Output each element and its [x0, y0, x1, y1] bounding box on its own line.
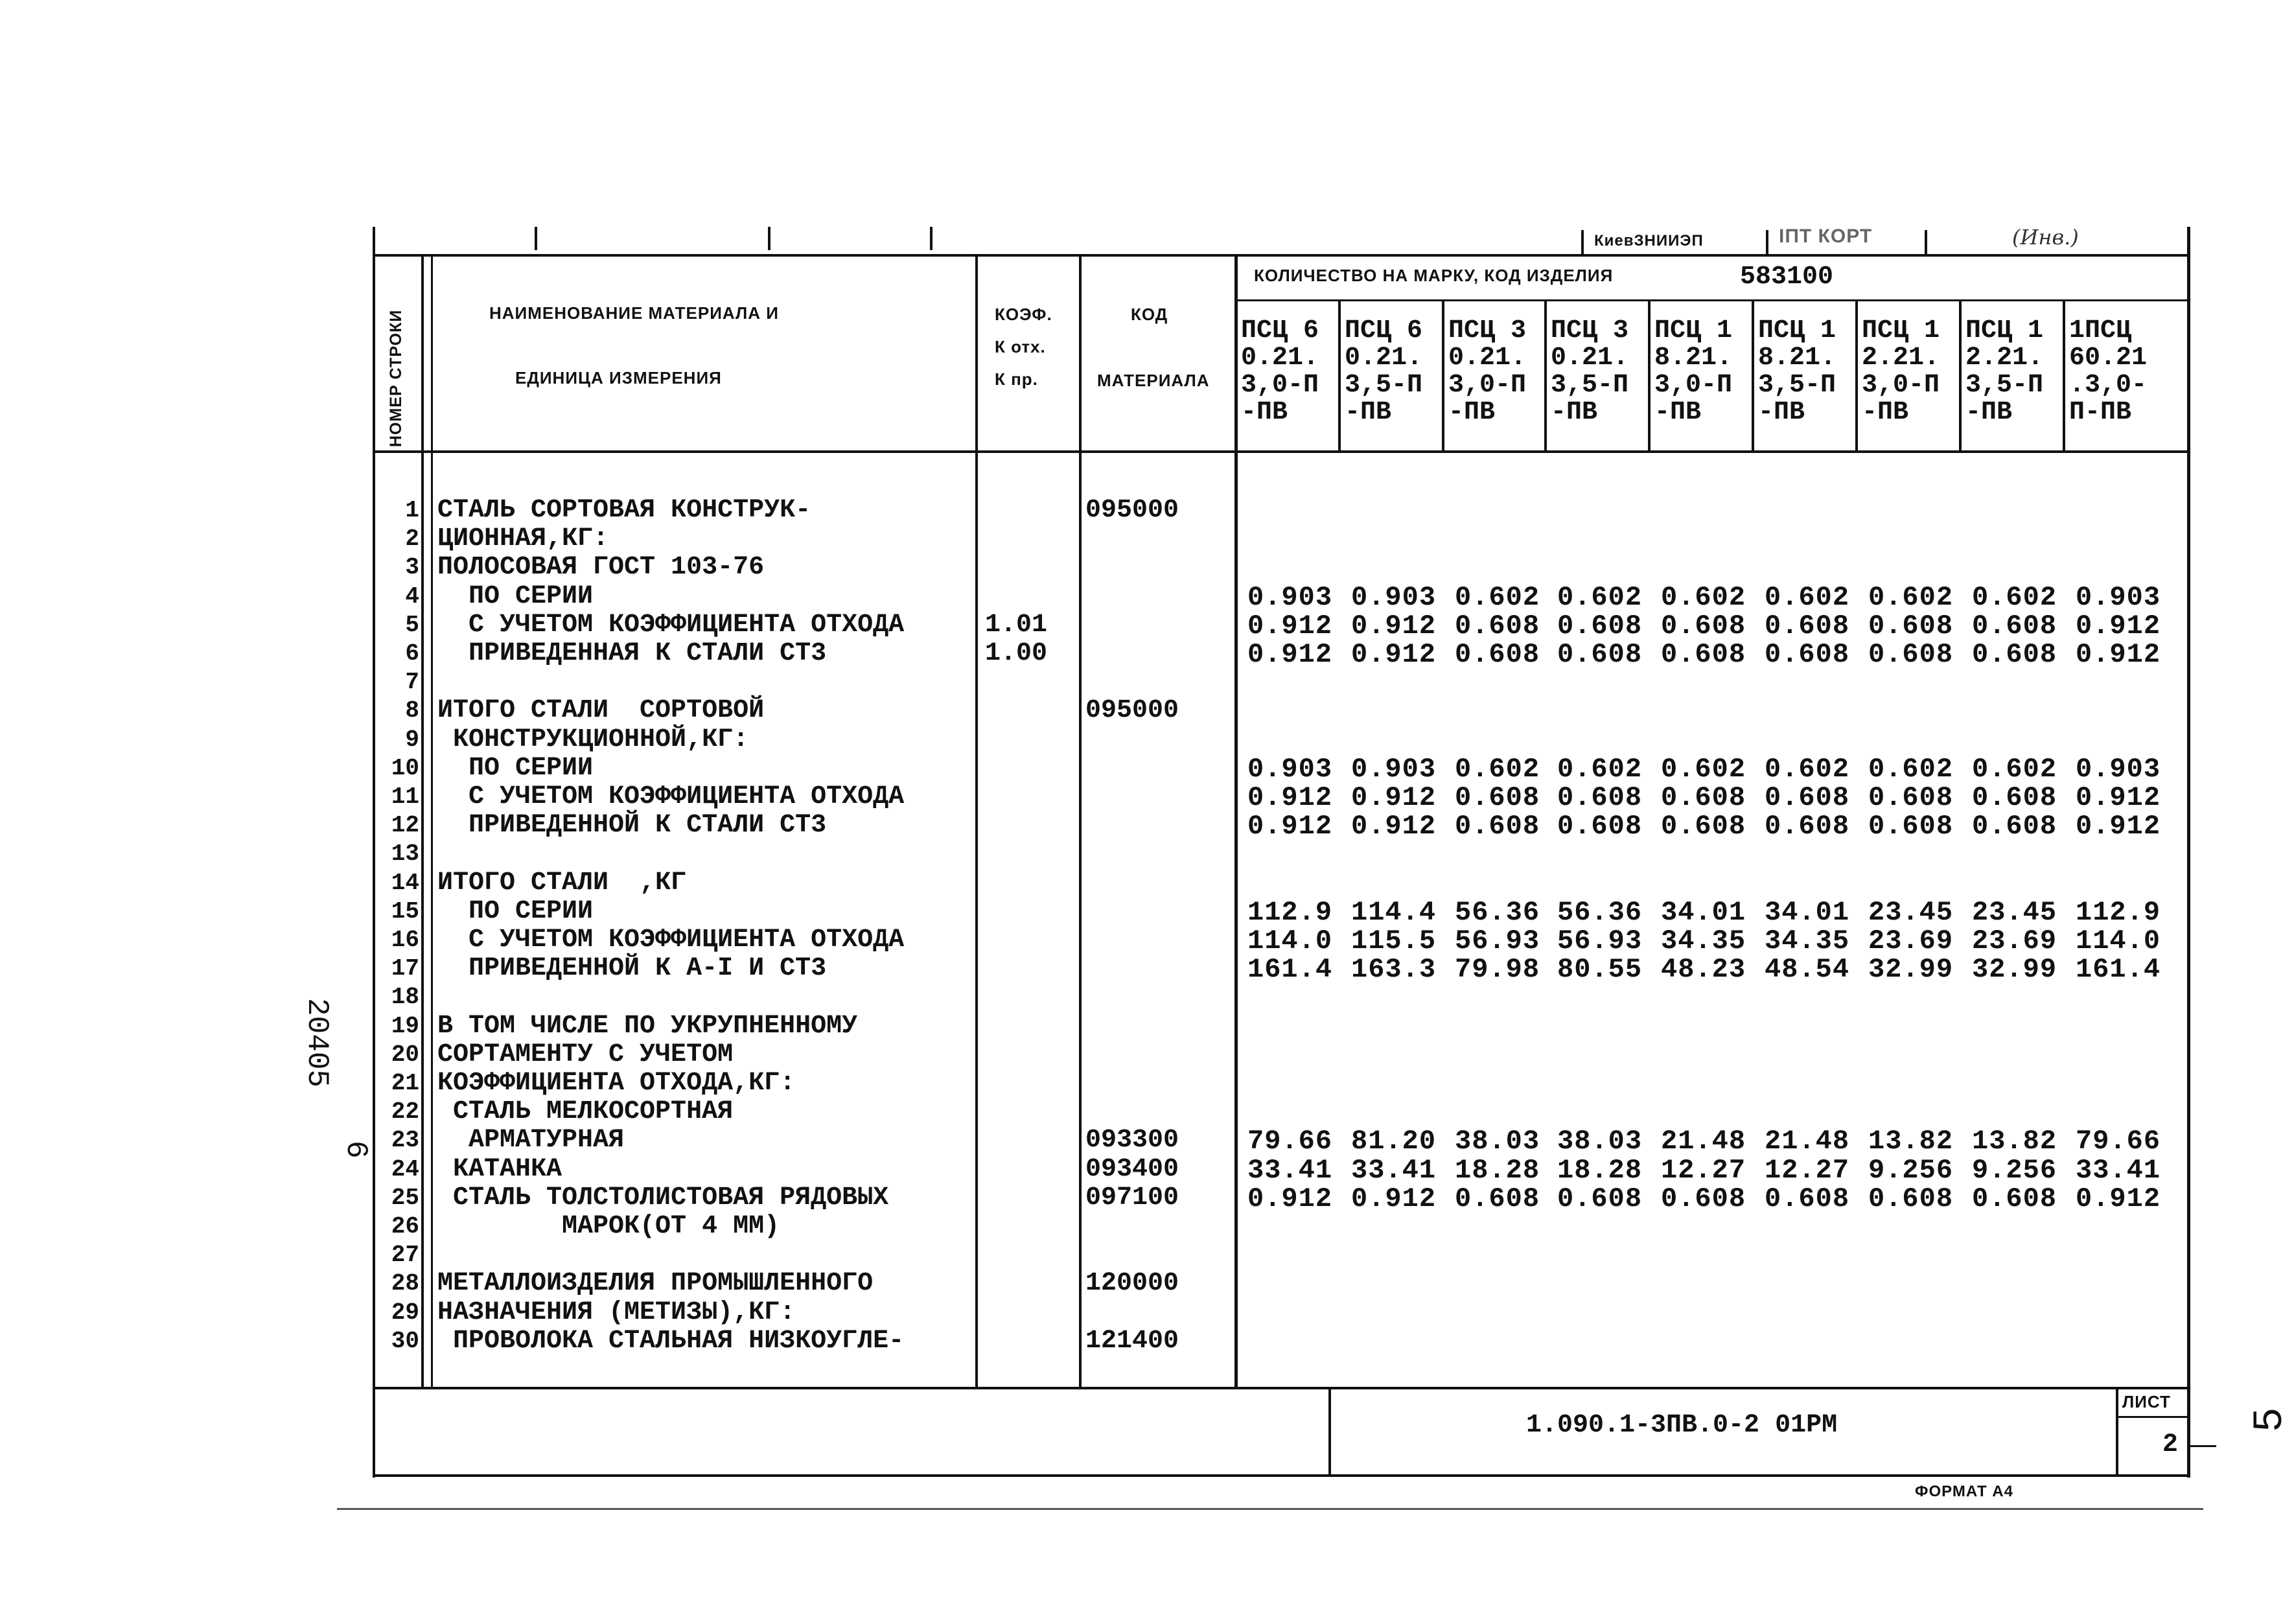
- quantity-value: 0.608: [1868, 639, 1954, 670]
- quantity-value: 112.9: [1247, 897, 1333, 928]
- material-name: В ТОМ ЧИСЛЕ ПО УКРУПНЕННОМУ: [437, 1012, 858, 1041]
- row-number: 11: [391, 783, 419, 810]
- material-name: МЕТАЛЛОИЗДЕЛИЯ ПРОМЫШЛЕННОГО: [437, 1269, 874, 1298]
- material-name: С УЧЕТОМ КОЭФФИЦИЕНТА ОТХОДА: [437, 610, 905, 640]
- quantity-value: 0.912: [1247, 639, 1333, 670]
- row-number: 21: [391, 1070, 419, 1096]
- product-header-line: -ПВ: [1241, 398, 1288, 427]
- quantity-value: 0.602: [1765, 754, 1850, 785]
- quantity-value: 0.912: [2076, 610, 2161, 642]
- quantity-value: 38.03: [1455, 1126, 1540, 1157]
- material-name: ИТОГО СТАЛИ СОРТОВОЙ: [437, 696, 765, 725]
- quantity-value: 0.602: [1661, 582, 1746, 613]
- row-number: 3: [405, 554, 419, 581]
- quantity-value: 48.23: [1661, 954, 1746, 985]
- row-number: 22: [391, 1098, 419, 1125]
- quantity-value: 0.912: [1351, 811, 1437, 842]
- quantity-value: 0.608: [1661, 1183, 1746, 1214]
- top-tick: [768, 227, 770, 250]
- quantity-value: 56.36: [1557, 897, 1643, 928]
- quantity-value: 0.912: [1351, 639, 1437, 670]
- quantity-value: 0.608: [1868, 1183, 1954, 1214]
- row-number: 13: [391, 841, 419, 867]
- product-header-line: ПСЦ 6: [1241, 316, 1319, 345]
- row-number: 10: [391, 755, 419, 782]
- product-header-line: П-ПВ: [2069, 398, 2132, 427]
- row-number: 23: [391, 1127, 419, 1154]
- header-code-line2: МАТЕРИАЛА: [1097, 371, 1210, 390]
- product-header-line: -ПВ: [1345, 398, 1392, 427]
- quantity-value: 0.903: [1351, 754, 1437, 785]
- quantity-value: 79.66: [1247, 1126, 1333, 1157]
- header-coef-line2: К отх.: [995, 337, 1046, 356]
- product-header-line: 3,0-П: [1654, 371, 1733, 400]
- footer-top-line: [373, 1387, 2190, 1389]
- quantity-value: 0.903: [1247, 582, 1333, 613]
- quantity-value: 21.48: [1765, 1126, 1850, 1157]
- quantity-value: 0.602: [1455, 582, 1540, 613]
- quantity-value: 0.602: [1765, 582, 1850, 613]
- quantity-value: 56.93: [1455, 925, 1540, 957]
- quantity-value: 32.99: [1868, 954, 1954, 985]
- quantity-value: 34.01: [1765, 897, 1850, 928]
- material-code: 095000: [1085, 496, 1179, 525]
- product-header-line: 0.21.: [1551, 343, 1629, 373]
- quantity-value: 18.28: [1455, 1155, 1540, 1186]
- quantity-value: 0.608: [1765, 639, 1850, 670]
- row-number: 16: [391, 927, 419, 953]
- header-top-line: [373, 254, 2190, 257]
- col-line-code: [1079, 254, 1082, 1388]
- quantity-value: 0.608: [1765, 782, 1850, 813]
- quantity-value: 163.3: [1351, 954, 1437, 985]
- row-number: 14: [391, 870, 419, 896]
- material-name: СТАЛЬ МЕЛКОСОРТНАЯ: [437, 1097, 734, 1126]
- quantity-value: 0.608: [1972, 639, 2057, 670]
- product-header-line: -ПВ: [1654, 398, 1702, 427]
- coefficient: 1.00: [985, 639, 1048, 668]
- frame-left-border: [373, 227, 375, 1478]
- quantity-value: 0.912: [1351, 610, 1437, 642]
- row-number: 7: [405, 669, 419, 695]
- quantity-value: 0.912: [2076, 1183, 2161, 1214]
- row-number: 8: [405, 697, 419, 724]
- quantity-value: 23.45: [1868, 897, 1954, 928]
- form-frame: [373, 225, 2190, 1500]
- quantity-value: 32.99: [1972, 954, 2057, 985]
- material-name: ЦИОННАЯ,КГ:: [437, 524, 609, 553]
- product-header-line: ПСЦ 1: [1758, 316, 1836, 345]
- row-number: 1: [405, 497, 419, 524]
- product-header-line: 3,5-П: [1345, 371, 1423, 400]
- material-code: 093300: [1085, 1126, 1179, 1155]
- material-name: ПРОВОЛОКА СТАЛЬНАЯ НИЗКОУГЛЕ-: [437, 1327, 905, 1356]
- quantity-value: 0.608: [1765, 1183, 1850, 1214]
- quantity-value: 0.608: [1557, 610, 1643, 642]
- quantity-value: 0.608: [1557, 639, 1643, 670]
- material-name: КОНСТРУКЦИОННОЙ,КГ:: [437, 725, 749, 754]
- quantity-value: 161.4: [1247, 954, 1333, 985]
- footer-divider: [1328, 1387, 1331, 1474]
- quantity-value: 0.602: [1972, 582, 2057, 613]
- quantity-value: 0.608: [1868, 782, 1954, 813]
- product-header-line: ПСЦ 3: [1448, 316, 1527, 345]
- product-header-line: 0.21.: [1241, 343, 1319, 373]
- quantity-value: 0.912: [1351, 1183, 1437, 1214]
- quantity-value: 0.608: [1455, 782, 1540, 813]
- header-row-number: НОМЕР СТРОКИ: [387, 309, 405, 447]
- product-divider: [1338, 299, 1341, 452]
- row-number: 15: [391, 898, 419, 925]
- quantity-value: 114.4: [1351, 897, 1437, 928]
- quantity-value: 0.602: [1557, 582, 1643, 613]
- material-code: 097100: [1085, 1183, 1179, 1212]
- quantity-value: 56.36: [1455, 897, 1540, 928]
- frame-bottom-border: [373, 1474, 2190, 1477]
- quantity-value: 0.608: [1455, 1183, 1540, 1214]
- quantity-value: 114.0: [1247, 925, 1333, 957]
- col-line-rownum: [421, 254, 424, 1388]
- product-divider: [1752, 299, 1754, 452]
- row-number: 24: [391, 1156, 419, 1183]
- material-name: СТАЛЬ СОРТОВАЯ КОНСТРУК-: [437, 496, 811, 525]
- material-name: МАРОК(ОТ 4 ММ): [437, 1212, 780, 1241]
- product-header-line: 60.21: [2069, 343, 2148, 373]
- row-number: 2: [405, 526, 419, 552]
- product-header-8: [1965, 318, 2043, 426]
- quantity-value: 0.608: [1868, 811, 1954, 842]
- quantity-value: 0.602: [1868, 582, 1954, 613]
- product-header-line: 8.21.: [1654, 343, 1733, 373]
- product-header-line: ПСЦ 6: [1345, 316, 1423, 345]
- quantity-value: 9.256: [1972, 1155, 2057, 1186]
- quantity-value: 0.602: [1557, 754, 1643, 785]
- product-header-line: 3,5-П: [1965, 371, 2044, 400]
- product-divider: [1855, 299, 1858, 452]
- material-name: ПО СЕРИИ: [437, 582, 594, 611]
- quantity-value: 0.602: [1972, 754, 2057, 785]
- quantity-value: 12.27: [1661, 1155, 1746, 1186]
- quantity-value: 0.903: [2076, 754, 2161, 785]
- quantity-value: 0.608: [1557, 811, 1643, 842]
- quantity-value: 23.69: [1972, 925, 2057, 957]
- quantity-value: 0.608: [1557, 782, 1643, 813]
- product-header-line: 1ПСЦ: [2069, 316, 2132, 345]
- material-name: ПРИВЕДЕННАЯ К СТАЛИ СТ3: [437, 639, 827, 668]
- material-name: С УЧЕТОМ КОЭФФИЦИЕНТА ОТХОДА: [437, 782, 905, 811]
- header-qty-label: КОЛИЧЕСТВО НА МАРКУ, КОД ИЗДЕЛИЯ: [1254, 266, 1614, 285]
- quantity-value: 21.48: [1661, 1126, 1746, 1157]
- quantity-value: 0.912: [1351, 782, 1437, 813]
- material-name: ИТОГО СТАЛИ ,КГ: [437, 868, 687, 898]
- quantity-value: 79.98: [1455, 954, 1540, 985]
- margin-number: 6: [339, 1141, 373, 1159]
- header-product-code: 583100: [1740, 262, 1834, 292]
- quantity-value: 115.5: [1351, 925, 1437, 957]
- col-line-values: [1234, 254, 1238, 1388]
- quantity-value: 0.903: [1351, 582, 1437, 613]
- product-header-line: ПСЦ 1: [1862, 316, 1940, 345]
- product-divider: [1959, 299, 1962, 452]
- quantity-value: 0.608: [1661, 782, 1746, 813]
- product-divider: [1442, 299, 1444, 452]
- product-header-line: 2.21.: [1965, 343, 2044, 373]
- material-code: 120000: [1085, 1269, 1179, 1298]
- row-number: 9: [405, 726, 419, 753]
- qty-divider: [1238, 299, 2190, 301]
- product-header-line: 3,5-П: [1758, 371, 1836, 400]
- quantity-value: 112.9: [2076, 897, 2161, 928]
- quantity-value: 0.608: [1972, 782, 2057, 813]
- sheet-number: 2: [2162, 1430, 2179, 1459]
- quantity-value: 0.602: [1455, 754, 1540, 785]
- material-code: 121400: [1085, 1327, 1179, 1356]
- format-label: ФОРМАТ А4: [1915, 1483, 2013, 1500]
- quantity-value: 0.912: [2076, 639, 2161, 670]
- quantity-value: 12.27: [1765, 1155, 1850, 1186]
- quantity-value: 0.608: [1455, 610, 1540, 642]
- top-tick: [930, 227, 933, 250]
- quantity-value: 0.602: [1868, 754, 1954, 785]
- quantity-value: 34.01: [1661, 897, 1746, 928]
- stamp-tick: [1925, 230, 1927, 254]
- row-number: 18: [391, 984, 419, 1010]
- product-header-line: 3,0-П: [1862, 371, 1940, 400]
- material-name: СОРТАМЕНТУ С УЧЕТОМ: [437, 1040, 734, 1069]
- product-header-line: 0.21.: [1448, 343, 1527, 373]
- material-name: СТАЛЬ ТОЛСТОЛИСТОВАЯ РЯДОВЫХ: [437, 1183, 889, 1212]
- sheet-box-divider: [2116, 1416, 2190, 1418]
- header-coef-line1: КОЭФ.: [995, 305, 1052, 324]
- product-header-1: [1241, 318, 1319, 426]
- row-number: 4: [405, 583, 419, 610]
- quantity-value: 0.608: [1661, 639, 1746, 670]
- row-number: 30: [391, 1328, 419, 1354]
- header-coef-line3: К пр.: [995, 369, 1038, 389]
- row-number: 12: [391, 812, 419, 839]
- quantity-value: 23.69: [1868, 925, 1954, 957]
- quantity-value: 0.912: [1247, 610, 1333, 642]
- quantity-value: 0.608: [1455, 639, 1540, 670]
- sheet-side-tick: [2190, 1445, 2216, 1447]
- product-header-5: [1654, 318, 1732, 426]
- frame-right-border: [2187, 227, 2190, 1478]
- row-number: 6: [405, 640, 419, 667]
- product-header-line: -ПВ: [1965, 398, 2013, 427]
- product-header-line: ПСЦ 1: [1965, 316, 2044, 345]
- quantity-value: 48.54: [1765, 954, 1850, 985]
- sheet-box-left: [2116, 1387, 2118, 1474]
- row-number: 19: [391, 1013, 419, 1039]
- row-number: 28: [391, 1270, 419, 1297]
- material-name: ПО СЕРИИ: [437, 897, 594, 926]
- quantity-value: 79.66: [2076, 1126, 2161, 1157]
- product-header-line: .3,0-: [2069, 371, 2148, 400]
- product-header-4: [1551, 318, 1628, 426]
- col-line-material: [431, 254, 433, 1388]
- quantity-value: 0.912: [1247, 811, 1333, 842]
- doc-code: 1.090.1-3ПВ.0-2 01РМ: [1526, 1411, 1838, 1440]
- product-header-line: ПСЦ 3: [1551, 316, 1629, 345]
- quantity-value: 33.41: [1247, 1155, 1333, 1186]
- sheet-trim-line: [337, 1508, 2203, 1510]
- product-header-line: ПСЦ 1: [1654, 316, 1733, 345]
- product-header-line: 3,5-П: [1551, 371, 1629, 400]
- material-name: АРМАТУРНАЯ: [437, 1126, 625, 1155]
- quantity-value: 0.903: [1247, 754, 1333, 785]
- product-header-2: [1345, 318, 1422, 426]
- stamp-faded: ІПТ КОРТ: [1779, 226, 1873, 247]
- quantity-value: 161.4: [2076, 954, 2161, 985]
- top-tick: [535, 227, 537, 250]
- coefficient: 1.01: [985, 610, 1048, 640]
- quantity-value: 0.608: [1972, 1183, 2057, 1214]
- quantity-value: 0.903: [2076, 582, 2161, 613]
- material-code: 093400: [1085, 1155, 1179, 1184]
- row-number: 25: [391, 1185, 419, 1211]
- quantity-value: 13.82: [1972, 1126, 2057, 1157]
- quantity-value: 0.608: [1868, 610, 1954, 642]
- product-header-line: -ПВ: [1448, 398, 1496, 427]
- material-name: КОЭФФИЦИЕНТА ОТХОДА,КГ:: [437, 1069, 796, 1098]
- product-header-6: [1758, 318, 1836, 426]
- quantity-value: 0.608: [1765, 811, 1850, 842]
- header-code-line1: КОД: [1131, 305, 1168, 324]
- sheet-label: ЛИСТ: [2122, 1392, 2171, 1411]
- stamp-handwriting: (Инв.): [2012, 225, 2079, 249]
- header-bottom-line: [373, 450, 2190, 453]
- row-number: 26: [391, 1213, 419, 1240]
- product-header-line: 3,0-П: [1241, 371, 1319, 400]
- product-divider: [1544, 299, 1547, 452]
- stamp-org: КиевЗНИИЭП: [1594, 232, 1704, 249]
- product-header-3: [1448, 318, 1526, 426]
- quantity-value: 0.608: [1455, 811, 1540, 842]
- material-name: КАТАНКА: [437, 1155, 562, 1184]
- stamp-tick: [1581, 230, 1584, 254]
- quantity-value: 34.35: [1765, 925, 1850, 957]
- header-material-line1: НАИМЕНОВАНИЕ МАТЕРИАЛА И: [489, 303, 779, 323]
- row-number: 27: [391, 1242, 419, 1268]
- product-header-line: -ПВ: [1758, 398, 1805, 427]
- quantity-value: 0.608: [1557, 1183, 1643, 1214]
- quantity-value: 13.82: [1868, 1126, 1954, 1157]
- product-header-7: [1862, 318, 1940, 426]
- product-header-line: 0.21.: [1345, 343, 1423, 373]
- quantity-value: 80.55: [1557, 954, 1643, 985]
- quantity-value: 0.602: [1661, 754, 1746, 785]
- product-divider: [2063, 299, 2065, 452]
- material-name: НАЗНАЧЕНИЯ (МЕТИЗЫ),КГ:: [437, 1298, 796, 1327]
- material-name: С УЧЕТОМ КОЭФФИЦИЕНТА ОТХОДА: [437, 925, 905, 955]
- quantity-value: 0.608: [1661, 610, 1746, 642]
- product-divider: [1648, 299, 1651, 452]
- quantity-value: 0.608: [1661, 811, 1746, 842]
- quantity-value: 0.608: [1972, 811, 2057, 842]
- material-name: ПОЛОСОВАЯ ГОСТ 103-76: [437, 553, 765, 582]
- material-name: ПРИВЕДЕННОЙ К СТАЛИ СТ3: [437, 811, 827, 840]
- quantity-value: 114.0: [2076, 925, 2161, 957]
- row-number: 20: [391, 1041, 419, 1068]
- product-header-line: -ПВ: [1551, 398, 1598, 427]
- product-header-line: 3,0-П: [1448, 371, 1527, 400]
- quantity-value: 0.912: [2076, 811, 2161, 842]
- row-number: 5: [405, 612, 419, 638]
- header-material-line2: ЕДИНИЦА ИЗМЕРЕНИЯ: [515, 368, 722, 388]
- col-line-coef: [975, 254, 978, 1388]
- quantity-value: 81.20: [1351, 1126, 1437, 1157]
- row-number: 17: [391, 955, 419, 982]
- quantity-value: 0.608: [1765, 610, 1850, 642]
- material-name: ПО СЕРИИ: [437, 754, 594, 783]
- quantity-value: 9.256: [1868, 1155, 1954, 1186]
- quantity-value: 33.41: [1351, 1155, 1437, 1186]
- product-header-line: 8.21.: [1758, 343, 1836, 373]
- stamp-tick: [1766, 230, 1768, 254]
- product-header-line: 2.21.: [1862, 343, 1940, 373]
- quantity-value: 0.608: [1972, 610, 2057, 642]
- product-header-line: -ПВ: [1862, 398, 1909, 427]
- quantity-value: 0.912: [1247, 782, 1333, 813]
- row-number: 29: [391, 1299, 419, 1326]
- quantity-value: 34.35: [1661, 925, 1746, 957]
- quantity-value: 23.45: [1972, 897, 2057, 928]
- material-code: 095000: [1085, 696, 1179, 725]
- quantity-value: 18.28: [1557, 1155, 1643, 1186]
- quantity-value: 0.912: [2076, 782, 2161, 813]
- material-name: ПРИВЕДЕННОЙ К А-I И СТ3: [437, 954, 827, 983]
- margin-inventory: 20405: [300, 998, 334, 1088]
- quantity-value: 56.93: [1557, 925, 1643, 957]
- quantity-value: 38.03: [1557, 1126, 1643, 1157]
- quantity-value: 0.912: [1247, 1183, 1333, 1214]
- quantity-value: 33.41: [2076, 1155, 2161, 1186]
- product-header-9: [2069, 318, 2147, 426]
- page-mark: 5: [2247, 1407, 2294, 1432]
